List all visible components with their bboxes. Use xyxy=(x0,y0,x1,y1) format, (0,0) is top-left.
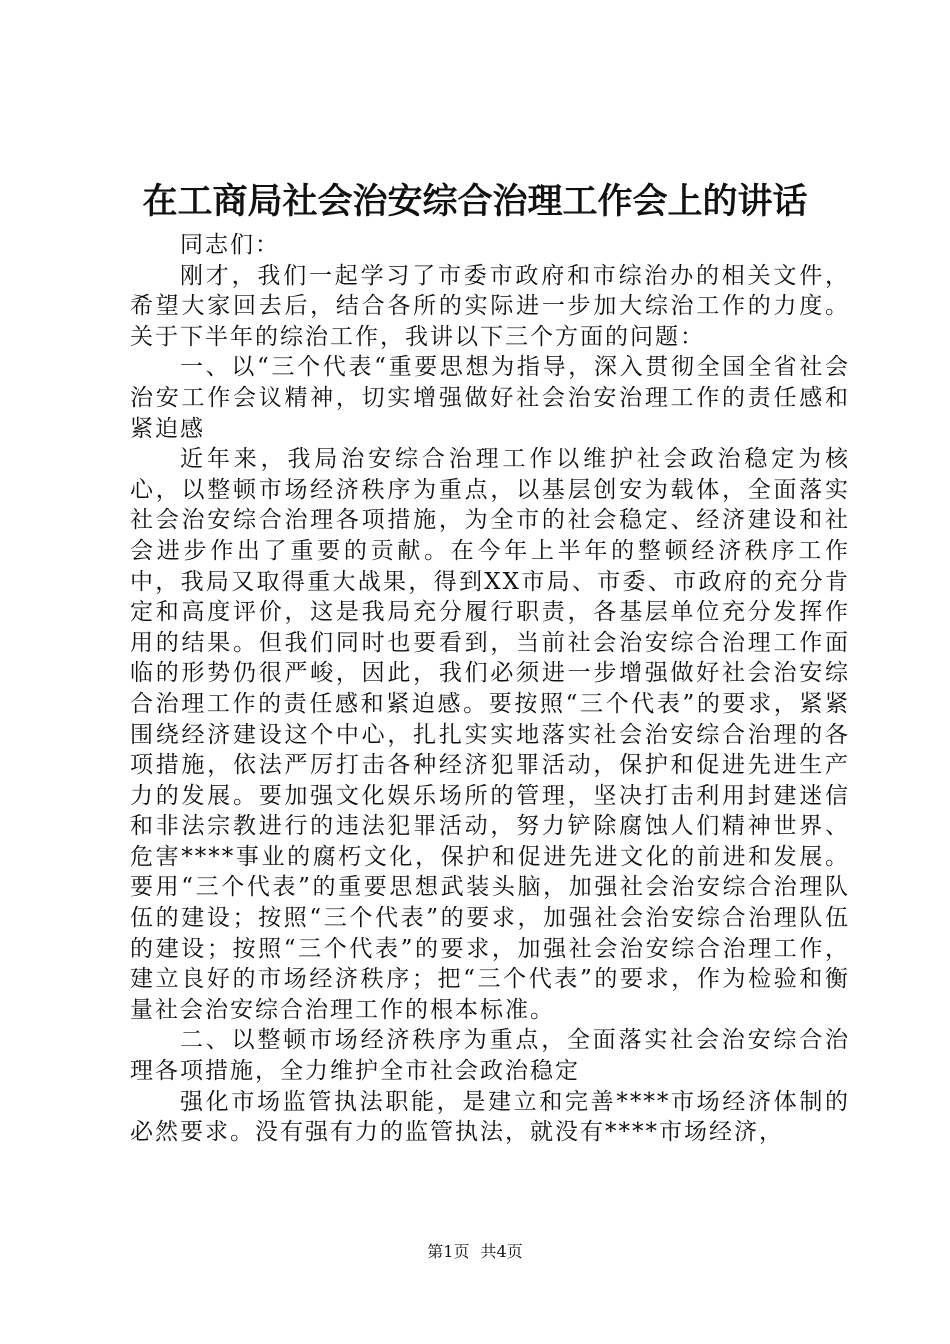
section-heading-1: 一、以“三个代表“重要思想为指导，深入贯彻全国全省社会治安工作会议精神，切实增强做好社会治安治理工作的责任感和紧迫感 xyxy=(130,354,850,442)
body-paragraph: 近年来，我局治安综合治理工作以维护社会政治稳定为核心，以整顿市场经济秩序为重点，以基层创安为载体，全面落实社会治安综合治理各项措施，为全市的社会稳定、经济建设和社会进步作出了重要的贡献。在今年上半年的整顿经济秩序工作中，我局又取得重大战果，得到XX市局、市委、市政府的充分肯定和高度评价，这是我局充分履行职责，各基层单位充分发挥作用的结果。但我们同时也要看到，当前社会治安综合治理工作面临的形势仍很严峻，因此，我们必须进一步增强做好社会治安综合治理工作的责任感和紧迫感。要按照“三个代表”的要求，紧紧围绕经济建设这个中心，扎扎实实地落实社会治安综合治理的各项措施，依法严厉打击各种经济犯罪活动，保护和促进先进生产力的发展。要加强文化娱乐场所的管理，坚决打击利用封建迷信和非法宗教进行的违法犯罪活动，努力铲除腐蚀人们精神世界、危害****事业的腐朽文化，保护和促进先进文化的前进和发展。要用“三个代表”的重要思想武装头脑，加强社会治安综合治理队伍的建设；按照“三个代表”的要求，加强社会治安综合治理队伍的建设；按照“三个代表”的要求，加强社会治安综合治理工作，建立良好的市场经济秩序；把“三个代表”的要求，作为检验和衡量社会治安综合治理工作的根本标准。 xyxy=(130,446,850,1023)
body-paragraph-2: 强化市场监管执法职能，是建立和完善****市场经济体制的必然要求。没有强有力的监管执法，就没有****市场经济， xyxy=(130,1088,850,1146)
salutation-paragraph: 同志们： xyxy=(180,232,280,258)
intro-paragraph: 刚才，我们一起学习了市委市政府和市综治办的相关文件，希望大家回去后，结合各所的实际进一步加大综治工作的力度。关于下半年的综治工作，我讲以下三个方面的问题： xyxy=(130,262,850,350)
document-title: 在工商局社会治安综合治理工作会上的讲话 xyxy=(142,181,808,222)
page-number: 第1页 xyxy=(427,1242,470,1261)
document-body xyxy=(130,230,850,1148)
page-footer xyxy=(0,1240,950,1264)
section-heading-2: 二、以整顿市场经济秩序为重点，全面落实社会治安综合治理各项措施，全力维护全市社会政治稳定 xyxy=(130,1027,850,1085)
page-total: 共4页 xyxy=(480,1242,523,1261)
